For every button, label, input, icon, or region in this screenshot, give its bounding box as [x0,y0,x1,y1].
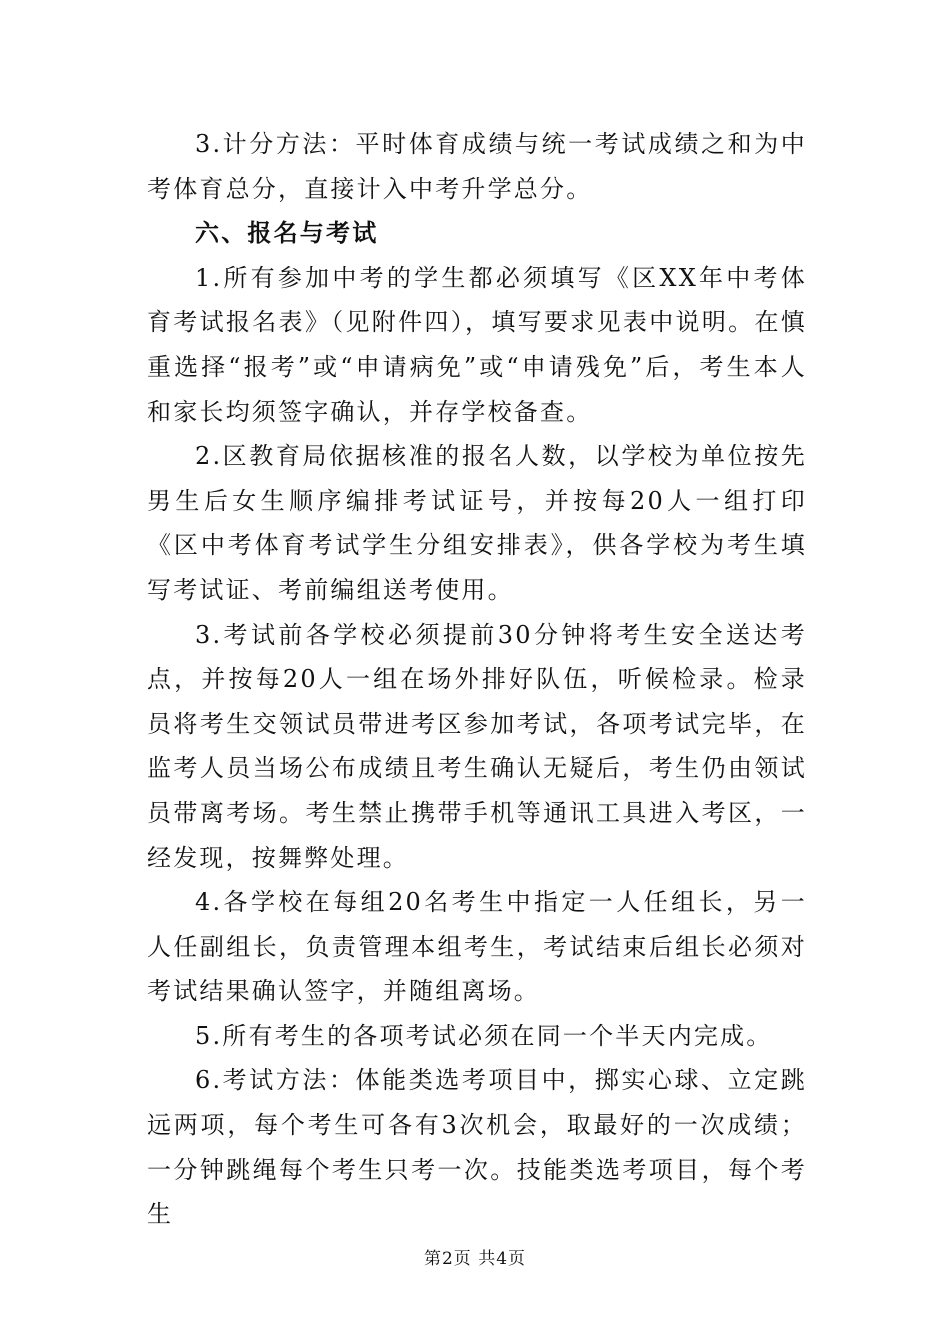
section-heading-registration-and-exam: 六、报名与考试 [195,219,379,248]
page-number-footer: 第2页 共4页 [423,1249,527,1269]
paragraph-registration-form: 1.所有参加中考的学生都必须填写《区XX年中考体育考试报名表》（见附件四），填写要求见表中说明。在慎重选择“报考”或“申请病免”或“申请残免”后，考生本人和家长均须签字确认，并存学校备查。 [147,263,807,426]
paragraph-group-leader: 4.各学校在每组20名考生中指定一人任组长，另一人任副组长，负责管理本组考生，考试结束后组长必须对考试结果确认签字，并随组离场。 [147,888,807,1006]
paragraph-exam-method: 6.考试方法：体能类选考项目中，掷实心球、立定跳远两项，每个考生可各有3次机会，取最好的一次成绩；一分钟跳绳每个考生只考一次。技能类选考项目，每个考生 [147,1066,807,1229]
paragraph-half-day: 5.所有考生的各项考试必须在同一个半天内完成。 [195,1021,773,1050]
document-body [147,122,807,1237]
paragraph-exam-arrival: 3.考试前各学校必须提前30分钟将考生安全送达考点，并按每20人一组在场外排好队伍，听候检录。检录员将考生交领试员带进考区参加考试，各项考试完毕，在监考人员当场公布成绩且考生确认无疑后，考生仍由领试员带离考场。考生禁止携带手机等通讯工具进入考区，一经发现，按舞弊处理。 [147,620,807,872]
paragraph-exam-numbering: 2.区教育局依据核准的报名人数，以学校为单位按先男生后女生顺序编排考试证号，并按每20人一组打印《区中考体育考试学生分组安排表》，供各学校为考生填写考试证、考前编组送考使用。 [147,442,807,604]
paragraph-scoring-method: 3.计分方法：平时体育成绩与统一考试成绩之和为中考体育总分，直接计入中考升学总分。 [147,130,807,203]
